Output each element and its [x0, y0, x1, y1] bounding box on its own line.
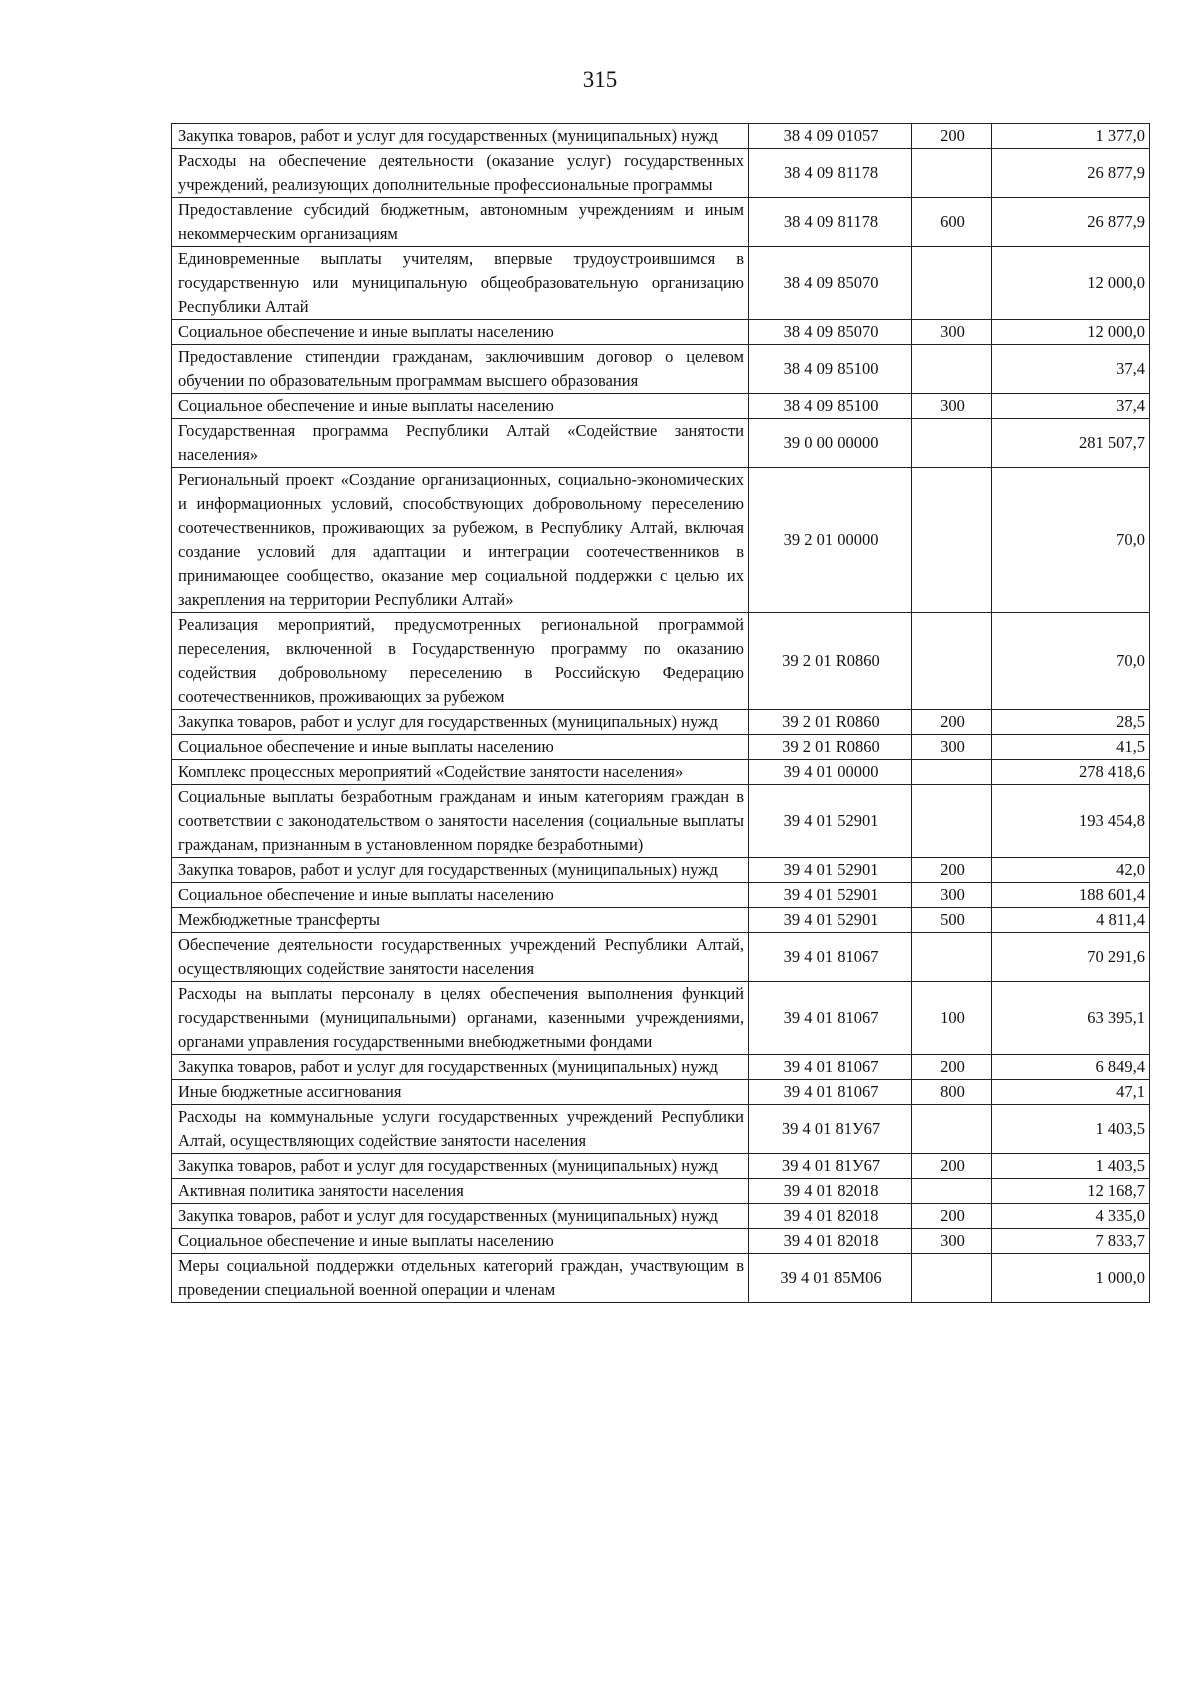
table-row — [172, 198, 1150, 247]
expense-name-cell: Иные бюджетные ассигнования — [172, 1080, 749, 1105]
expense-type-cell: 300 — [912, 1229, 992, 1254]
amount-cell: 47,1 — [992, 1080, 1150, 1105]
expense-name-cell: Социальное обеспечение и иные выплаты населению — [172, 883, 749, 908]
expense-type-cell: 200 — [912, 124, 992, 149]
amount-cell: 1 403,5 — [992, 1154, 1150, 1179]
amount-cell: 1 403,5 — [992, 1105, 1150, 1154]
expense-type-cell — [912, 760, 992, 785]
target-code-cell: 39 2 01 00000 — [749, 468, 912, 613]
amount-cell: 37,4 — [992, 345, 1150, 394]
table-row — [172, 735, 1150, 760]
amount-cell: 281 507,7 — [992, 419, 1150, 468]
table-row — [172, 760, 1150, 785]
target-code-cell: 39 0 00 00000 — [749, 419, 912, 468]
expense-type-cell: 200 — [912, 1154, 992, 1179]
table-row — [172, 908, 1150, 933]
expense-name-cell: Предоставление субсидий бюджетным, автономным учреждениям и иным некоммерческим организациям — [172, 198, 749, 247]
target-code-cell: 38 4 09 81178 — [749, 198, 912, 247]
table-row — [172, 883, 1150, 908]
expense-name-cell: Закупка товаров, работ и услуг для государственных (муниципальных) нужд — [172, 710, 749, 735]
expense-name-cell: Государственная программа Республики Алтай «Содействие занятости населения» — [172, 419, 749, 468]
amount-cell: 1 000,0 — [992, 1254, 1150, 1303]
expense-name-cell: Меры социальной поддержки отдельных категорий граждан, участвующим в проведении специальной военной операции и членам — [172, 1254, 749, 1303]
target-code-cell: 39 4 01 85М06 — [749, 1254, 912, 1303]
expense-name-cell: Активная политика занятости населения — [172, 1179, 749, 1204]
expense-name-cell: Региональный проект «Создание организационных, социально-экономических и информационных условий, способствующих добровольному переселению соотечественников, проживающих за рубежом, в Республику Алтай, включая создание условий для адаптации и интеграции соотечественников в принимающее сообщество, оказание мер социальной поддержки с целью их закрепления на территории Республики Алтай» — [172, 468, 749, 613]
table-row — [172, 1254, 1150, 1303]
table-row — [172, 394, 1150, 419]
amount-cell: 7 833,7 — [992, 1229, 1150, 1254]
expense-type-cell: 200 — [912, 710, 992, 735]
expense-name-cell: Межбюджетные трансферты — [172, 908, 749, 933]
target-code-cell: 39 2 01 R0860 — [749, 710, 912, 735]
table-row — [172, 858, 1150, 883]
expense-type-cell: 300 — [912, 883, 992, 908]
amount-cell: 63 395,1 — [992, 982, 1150, 1055]
page-number: 315 — [582, 67, 618, 92]
expense-name-cell: Расходы на обеспечение деятельности (оказание услуг) государственных учреждений, реализующих дополнительные профессиональные программы — [172, 149, 749, 198]
expense-type-cell: 600 — [912, 198, 992, 247]
expense-name-cell: Социальное обеспечение и иные выплаты населению — [172, 394, 749, 419]
budget-table-body — [172, 124, 1150, 1303]
expense-name-cell: Единовременные выплаты учителям, впервые трудоустроившимся в государственную или муниципальную общеобразовательную организацию Республики Алтай — [172, 247, 749, 320]
expense-type-cell: 800 — [912, 1080, 992, 1105]
amount-cell: 42,0 — [992, 858, 1150, 883]
table-row — [172, 1105, 1150, 1154]
amount-cell: 188 601,4 — [992, 883, 1150, 908]
target-code-cell: 39 4 01 52901 — [749, 858, 912, 883]
table-row — [172, 468, 1150, 613]
expense-name-cell: Социальное обеспечение и иные выплаты населению — [172, 1229, 749, 1254]
target-code-cell: 39 4 01 81067 — [749, 982, 912, 1055]
amount-cell: 4 811,4 — [992, 908, 1150, 933]
target-code-cell: 38 4 09 85070 — [749, 320, 912, 345]
table-row — [172, 710, 1150, 735]
target-code-cell: 39 4 01 52901 — [749, 883, 912, 908]
expense-name-cell: Социальные выплаты безработным гражданам и иным категориям граждан в соответствии с законодательством о занятости населения (социальные выплаты гражданам, признанным в установленном порядке безработными) — [172, 785, 749, 858]
amount-cell: 70 291,6 — [992, 933, 1150, 982]
target-code-cell: 39 4 01 81067 — [749, 933, 912, 982]
table-row — [172, 419, 1150, 468]
table-row — [172, 149, 1150, 198]
table-row — [172, 1154, 1150, 1179]
target-code-cell: 39 2 01 R0860 — [749, 613, 912, 710]
table-row — [172, 1229, 1150, 1254]
table-row — [172, 982, 1150, 1055]
expense-type-cell — [912, 1254, 992, 1303]
expense-name-cell: Расходы на выплаты персоналу в целях обеспечения выполнения функций государственными (муниципальными) органами, казенными учреждениями, органами управления государственными внебюджетными фондами — [172, 982, 749, 1055]
expense-type-cell — [912, 247, 992, 320]
expense-type-cell — [912, 933, 992, 982]
expense-name-cell: Предоставление стипендии гражданам, заключившим договор о целевом обучении по образовательным программам высшего образования — [172, 345, 749, 394]
expense-type-cell: 200 — [912, 1055, 992, 1080]
expense-type-cell: 300 — [912, 735, 992, 760]
target-code-cell: 39 2 01 R0860 — [749, 735, 912, 760]
budget-table — [171, 123, 1150, 1303]
expense-type-cell — [912, 785, 992, 858]
amount-cell: 193 454,8 — [992, 785, 1150, 858]
expense-name-cell: Закупка товаров, работ и услуг для государственных (муниципальных) нужд — [172, 1154, 749, 1179]
target-code-cell: 38 4 09 81178 — [749, 149, 912, 198]
target-code-cell: 39 4 01 52901 — [749, 908, 912, 933]
expense-type-cell: 100 — [912, 982, 992, 1055]
table-row — [172, 1204, 1150, 1229]
target-code-cell: 38 4 09 85100 — [749, 345, 912, 394]
amount-cell: 70,0 — [992, 468, 1150, 613]
amount-cell: 26 877,9 — [992, 149, 1150, 198]
expense-type-cell: 200 — [912, 858, 992, 883]
table-row — [172, 247, 1150, 320]
amount-cell: 1 377,0 — [992, 124, 1150, 149]
target-code-cell: 39 4 01 82018 — [749, 1229, 912, 1254]
expense-name-cell: Обеспечение деятельности государственных учреждений Республики Алтай, осуществляющих содействие занятости населения — [172, 933, 749, 982]
amount-cell: 41,5 — [992, 735, 1150, 760]
expense-type-cell — [912, 613, 992, 710]
amount-cell: 28,5 — [992, 710, 1150, 735]
target-code-cell: 39 4 01 81067 — [749, 1055, 912, 1080]
expense-name-cell: Закупка товаров, работ и услуг для государственных (муниципальных) нужд — [172, 124, 749, 149]
target-code-cell: 39 4 01 52901 — [749, 785, 912, 858]
table-row — [172, 124, 1150, 149]
expense-name-cell: Социальное обеспечение и иные выплаты населению — [172, 320, 749, 345]
target-code-cell: 39 4 01 00000 — [749, 760, 912, 785]
expense-type-cell — [912, 419, 992, 468]
expense-name-cell: Социальное обеспечение и иные выплаты населению — [172, 735, 749, 760]
table-row — [172, 1179, 1150, 1204]
table-row — [172, 345, 1150, 394]
table-row — [172, 1080, 1150, 1105]
target-code-cell: 39 4 01 81067 — [749, 1080, 912, 1105]
amount-cell: 26 877,9 — [992, 198, 1150, 247]
expense-type-cell — [912, 1105, 992, 1154]
expense-name-cell: Закупка товаров, работ и услуг для государственных (муниципальных) нужд — [172, 1055, 749, 1080]
expense-type-cell — [912, 149, 992, 198]
target-code-cell: 39 4 01 82018 — [749, 1179, 912, 1204]
amount-cell: 12 000,0 — [992, 320, 1150, 345]
amount-cell: 37,4 — [992, 394, 1150, 419]
expense-type-cell: 300 — [912, 394, 992, 419]
target-code-cell: 38 4 09 85070 — [749, 247, 912, 320]
target-code-cell: 39 4 01 82018 — [749, 1204, 912, 1229]
table-row — [172, 785, 1150, 858]
expense-type-cell — [912, 468, 992, 613]
expense-name-cell: Закупка товаров, работ и услуг для государственных (муниципальных) нужд — [172, 1204, 749, 1229]
target-code-cell: 39 4 01 81У67 — [749, 1105, 912, 1154]
expense-type-cell: 300 — [912, 320, 992, 345]
table-row — [172, 320, 1150, 345]
amount-cell: 70,0 — [992, 613, 1150, 710]
expense-type-cell: 200 — [912, 1204, 992, 1229]
amount-cell: 278 418,6 — [992, 760, 1150, 785]
expense-name-cell: Комплекс процессных мероприятий «Содействие занятости населения» — [172, 760, 749, 785]
target-code-cell: 38 4 09 85100 — [749, 394, 912, 419]
amount-cell: 4 335,0 — [992, 1204, 1150, 1229]
amount-cell: 6 849,4 — [992, 1055, 1150, 1080]
table-row — [172, 1055, 1150, 1080]
table-row — [172, 613, 1150, 710]
expense-name-cell: Реализация мероприятий, предусмотренных региональной программой переселения, включенной в Государственную программу по оказанию содействия добровольному переселению в Российскую Федерацию соотечественников, проживающих за рубежом — [172, 613, 749, 710]
expense-type-cell — [912, 1179, 992, 1204]
target-code-cell: 39 4 01 81У67 — [749, 1154, 912, 1179]
amount-cell: 12 168,7 — [992, 1179, 1150, 1204]
target-code-cell: 38 4 09 01057 — [749, 124, 912, 149]
table-row — [172, 933, 1150, 982]
amount-cell: 12 000,0 — [992, 247, 1150, 320]
expense-type-cell: 500 — [912, 908, 992, 933]
expense-name-cell: Закупка товаров, работ и услуг для государственных (муниципальных) нужд — [172, 858, 749, 883]
expense-name-cell: Расходы на коммунальные услуги государственных учреждений Республики Алтай, осуществляющих содействие занятости населения — [172, 1105, 749, 1154]
expense-type-cell — [912, 345, 992, 394]
